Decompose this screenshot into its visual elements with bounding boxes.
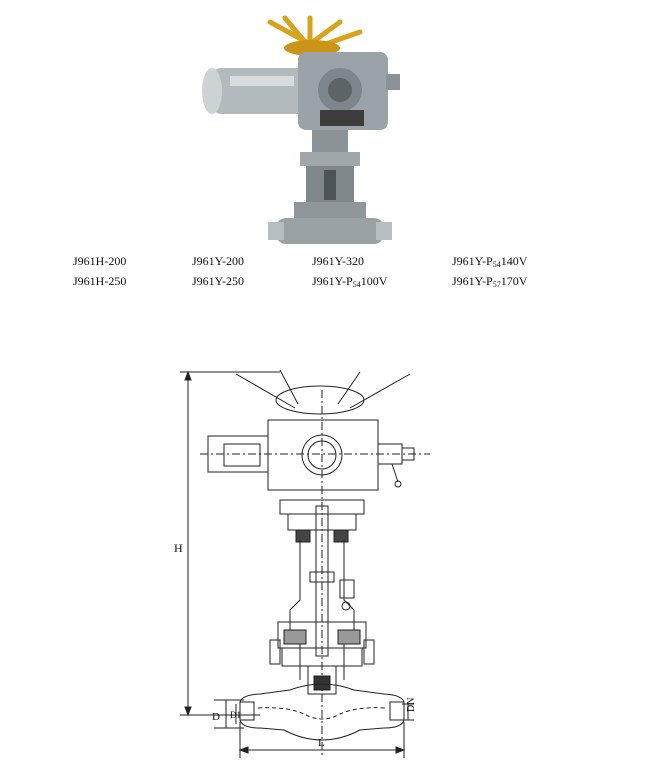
valve-photo: [190, 12, 420, 252]
model-label: $J961Y-P_{54}100V$: [312, 274, 388, 289]
valve-yoke: [300, 130, 360, 202]
dimension-label-h: H: [174, 541, 183, 555]
actuator-outline: [200, 420, 430, 490]
dimension-label-dn: DN: [406, 697, 417, 712]
motor-cylinder: [202, 68, 310, 114]
model-list: [0, 252, 660, 292]
dimension-label-l: L: [318, 737, 325, 749]
handwheel-outline: [236, 370, 410, 414]
height-dimension: [174, 372, 280, 715]
model-label: J961Y-200: [192, 254, 245, 268]
dimension-label-d1: D1: [230, 710, 241, 720]
valve-body: [268, 202, 392, 244]
model-label: J961Y-250: [192, 274, 245, 288]
model-label: $J961Y-P_{57}170V$: [452, 274, 528, 289]
model-label: J961H-250: [73, 274, 127, 288]
actuator-box: [298, 52, 400, 130]
outer-diameter-dimension: [212, 700, 244, 728]
model-label: J961Y-320: [312, 254, 365, 268]
dimension-label-d: D: [212, 711, 220, 723]
model-label: $J961Y-P_{54}140V$: [452, 254, 528, 269]
valve-section-drawing: [170, 360, 440, 760]
model-label: J961H-200: [73, 254, 127, 268]
